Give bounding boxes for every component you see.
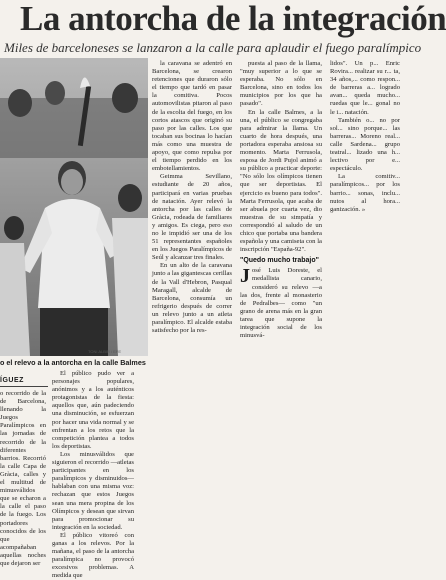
lower-column-1 xyxy=(0,390,46,567)
column-1 xyxy=(152,60,232,360)
drop-cap: J xyxy=(240,265,250,288)
column-3 xyxy=(330,60,400,360)
column-2 xyxy=(240,60,322,360)
paragraph xyxy=(240,267,322,340)
paragraph: lidos". Un p... Enric Rovira... realizar su r... ta, 34 años,... como respon... de barreras a... logrado avan... queda mucho... ruedas que le... gonal no le i... natación. xyxy=(330,60,400,116)
paragraph: o recorrido de la de Barcelona, llenando la Juegos Paralímpicos en las jornadas de recorrido de la diferentes barrios. Recorrió la calle Capa de Gràcia, calles y el multitud de minusválidos que se echaron a la calle el paso de la fuego. Los portadores conocidos de los que acompañaban aquellas noches que dejaron ser xyxy=(0,390,46,567)
paragraph: En un alto de la caravana junto a las gigantescas cerillas de la Vall d'Hebron, Pasqual Maragall, alcalde de Barcelona, consumía un refrigerio después de correr un relevo junto a un atleta paralímpico. El alcalde estaba satisfecho por la res- xyxy=(152,262,232,335)
paragraph-text: osé Luis Doreste, el medallista canario, consideró su relevo —a las dos, frente al monasterio de Pedralbes— como "un grano de arena más en la gran tarea que supone la integración social de los minusvá- xyxy=(240,267,322,340)
paragraph: Los minusválidos que siguieron el recorrido —atletas participantes en los paralímpicos y disminuidos— hablaban con una misma voz: rechazan que estos Juegos sean una mera propina de los Olímpicos y desean que sirvan para promocionar su integración en la sociedad. xyxy=(52,450,134,531)
paragraph: El público vitoreó con ganas a los relevos. Por la mañana, el paso de la antorcha paralímpica no provocó excesivos problemas. A medida que xyxy=(52,531,134,580)
photo-credit: TONI ALBIR / EFE xyxy=(88,349,122,354)
paragraph: En la calle Balmes, a la una, el público se congregaba para admirar la llama. Un cuarto de hora después, una portadora esperaba ansiosa su momento. Marta Ferrusola, esposa de Jordi Pujol animó a su público a practicar deporte: "No sólo los olímpicos tienen que ser deportistas. El ejercicio es bueno para todos". Marta Ferrusola, que acaba de ser abuela por cuarta vez, dio muestras de su simpatía y correspondió al saludo de un chico que portaba una bandera española y una camiseta con la inscripción "España-92". xyxy=(240,108,322,254)
news-photo xyxy=(0,58,148,356)
divider xyxy=(0,386,48,387)
paragraph: la caravana se adentró en Barcelona, se crearon retenciones que duraron sólo el tiempo que tardó en pasar la comitiva. Pocos automovilistas pitaron al paso de la escolta del fuego, en los cortos atascos que originó su paso por las calles. Los que tocaban sus bocinas lo hacían más como una muestra de apoyo, que como repulsa por el tiempo perdido en los embotellamientos. xyxy=(152,60,232,173)
paragraph: Geimma Sevillano, estudiante de 20 años, participará en varias pruebas de natación. Ayer relevó la antorcha por las calles de Gràcia, rodeada de familiares y amigos. Es ciega, pero eso no le impidió ser una de los 51 representantes españoles en los Juegos Paralímpicos de Seúl y alcanzar tres finales. xyxy=(152,173,232,262)
byline: ÍGUEZ xyxy=(0,377,24,384)
paragraph: puesta al paso de la llama, "muy superior a lo que se esperaba. No sólo en Barcelona, sino en todos los municipios por los que ha pasado". xyxy=(240,60,322,108)
subheadline: Miles de barceloneses se lanzaron a la calle para aplaudir el fuego paralímpico xyxy=(4,40,422,55)
section-subheading: "Quedo mucho trabajo" xyxy=(240,257,319,265)
paragraph: El público pudo ver a personajes populares, anónimos y a los auténticos protagonistas de la fiesta: aquellos que, aún padeciendo una disminución, se esfuerzan por hacer una vida normal y se enfrentan a los retos que la competición plantea a todos los deportistas. xyxy=(52,370,134,450)
paragraph: También o... no por sol... sino porque... las barreras... Moreno real... calle Sardena... grupo teatral... lizado una h... lectivo por e... espectáculo. xyxy=(330,116,400,173)
lower-column-2 xyxy=(52,370,134,580)
paragraph: La comitiv... paralímpicos... por los barrio... sonas, inclu... nutos al hora... ganización. » xyxy=(330,173,400,213)
photo-caption: o el relevo a la antorcha en la calle Balmes xyxy=(0,358,146,367)
headline: La antorcha de la integración xyxy=(20,0,446,38)
